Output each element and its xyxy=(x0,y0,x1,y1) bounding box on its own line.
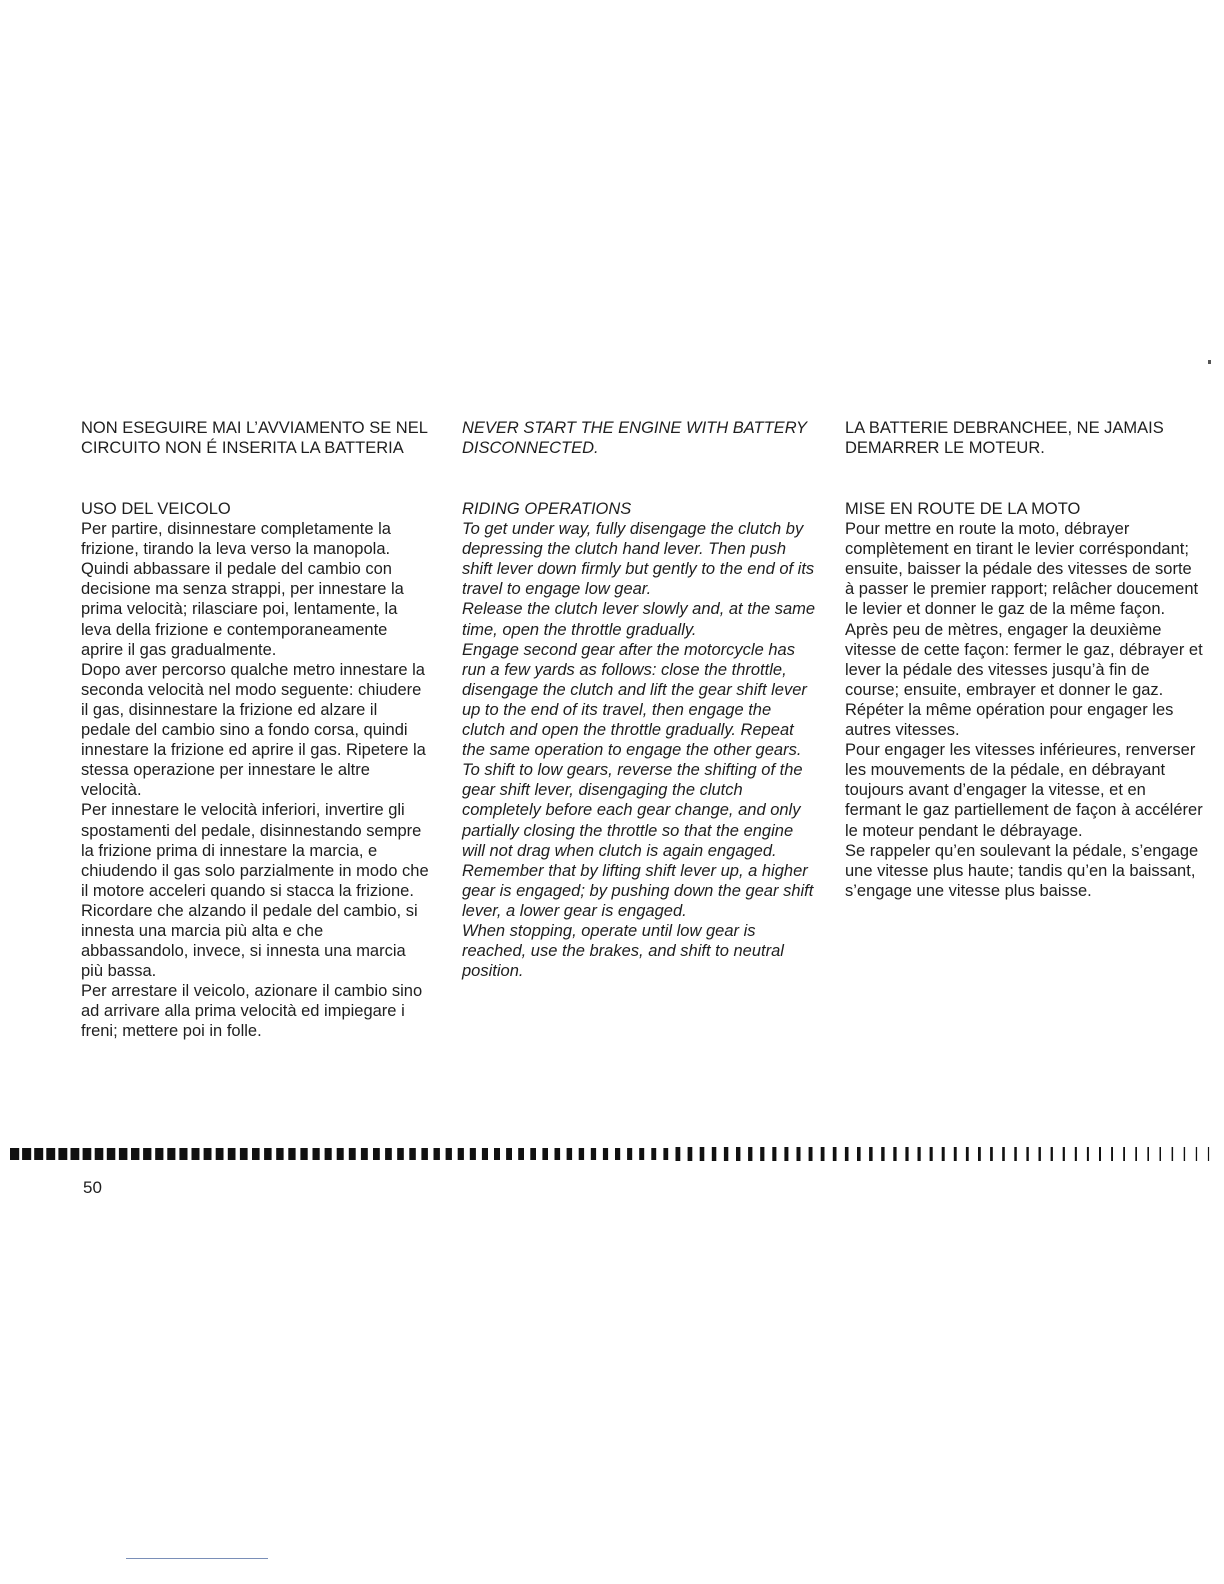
tick-mark xyxy=(651,1148,656,1160)
italian-column xyxy=(81,418,431,1042)
tick-mark xyxy=(627,1148,632,1160)
tick-mark xyxy=(434,1148,440,1160)
tick-mark xyxy=(34,1148,43,1160)
italian-paragraph: Ricordare che alzando il pedale del cambio, si innesta una marcia più alta e che abbassandolo, invece, si innesta una marcia più bassa. xyxy=(81,901,418,981)
tick-mark xyxy=(494,1148,500,1160)
tick-mark xyxy=(216,1148,224,1160)
tick-mark xyxy=(1063,1147,1065,1161)
tick-mark xyxy=(252,1148,260,1160)
tick-mark xyxy=(615,1148,620,1160)
tick-mark xyxy=(918,1147,921,1161)
tick-mark xyxy=(179,1148,187,1160)
tick-mark xyxy=(325,1148,332,1160)
tick-mark xyxy=(1075,1147,1077,1161)
tick-mark xyxy=(966,1147,969,1161)
tick-mark xyxy=(893,1147,896,1161)
tick-mark xyxy=(276,1148,283,1160)
tick-mark xyxy=(978,1147,981,1161)
tick-mark xyxy=(1026,1147,1028,1161)
tick-mark xyxy=(748,1147,752,1161)
tick-mark xyxy=(930,1147,933,1161)
tick-mark xyxy=(990,1147,993,1161)
tick-mark xyxy=(784,1147,788,1161)
english-paragraph: To shift to low gears, reverse the shifting of the gear shift lever, disengaging the clutch completely before each gear change, and only partially closing the throttle so that the engine will not drag when clutch is again engaged. xyxy=(462,761,803,860)
tick-mark xyxy=(724,1147,728,1161)
footer-rule xyxy=(126,1558,268,1559)
scan-mark xyxy=(1208,360,1211,364)
page-number: 50 xyxy=(83,1178,102,1197)
tick-mark xyxy=(579,1148,584,1160)
french-paragraph: Se rappeler qu’en soulevant la pédale, s’engage une vitesse plus haute; tandis qu’en la baissant, s’engage une vitesse plus baisse. xyxy=(845,841,1199,900)
tick-mark xyxy=(337,1148,344,1160)
french-paragraph: Après peu de mètres, engager la deuxième vitesse de cette façon: fermer le gaz, débrayer et lever la pédale des vitesses jusqu’à fin de course; ensuite, embrayer et donner le gaz. xyxy=(845,620,1203,699)
tick-mark xyxy=(591,1148,596,1160)
tick-mark xyxy=(22,1148,31,1160)
tick-mark xyxy=(458,1148,464,1160)
tick-mark xyxy=(1147,1147,1149,1161)
tick-mark xyxy=(373,1148,380,1160)
italian-section-title: USO DEL VEICOLO xyxy=(81,500,231,518)
tick-mark xyxy=(567,1148,573,1160)
tick-mark xyxy=(869,1147,873,1161)
tick-mark xyxy=(300,1148,307,1160)
tick-mark xyxy=(1087,1147,1089,1161)
tick-mark xyxy=(506,1148,512,1160)
tick-mark xyxy=(167,1148,175,1160)
english-warning: NEVER START THE ENGINE WITH BATTERY DISCONNECTED. xyxy=(462,419,807,458)
page-edge-tick-bar xyxy=(8,1144,1212,1164)
tick-mark xyxy=(603,1148,608,1160)
tick-mark xyxy=(349,1148,356,1160)
tick-mark xyxy=(409,1148,416,1160)
tick-mark xyxy=(288,1148,295,1160)
tick-mark xyxy=(71,1148,80,1160)
tick-mark xyxy=(700,1147,705,1161)
tick-mark xyxy=(192,1148,200,1160)
tick-mark xyxy=(143,1148,151,1160)
french-warning: LA BATTERIE DEBRANCHEE, NE JAMAIS DEMARRER LE MOTEUR. xyxy=(845,419,1164,458)
tick-mark xyxy=(1184,1147,1185,1161)
tick-mark xyxy=(821,1147,825,1161)
tick-mark xyxy=(421,1148,428,1160)
tick-mark xyxy=(385,1148,392,1160)
french-paragraph: Répéter la même opération pour engager les autres vitesses. xyxy=(845,700,1174,740)
tick-mark xyxy=(663,1148,668,1160)
italian-warning: NON ESEGUIRE MAI L’AVVIAMENTO SE NEL CIRCUITO NON É INSERITA LA BATTERIA xyxy=(81,419,428,458)
tick-mark xyxy=(397,1148,404,1160)
tick-mark xyxy=(107,1148,116,1160)
tick-mark xyxy=(1160,1147,1162,1161)
tick-mark xyxy=(204,1148,212,1160)
tick-mark xyxy=(119,1148,128,1160)
tick-mark xyxy=(542,1148,548,1160)
tick-mark xyxy=(555,1148,561,1160)
english-paragraph: Engage second gear after the motorcycle has run a few yards as follows: close the throttle, disengage the clutch and lift the gear shift lever up to the end of its travel, then engage the clutch and open the throttle gradually. Repeat the same operation to engage the other gears. xyxy=(462,640,807,760)
tick-mark xyxy=(1196,1147,1197,1161)
english-section-title: RIDING OPERATIONS xyxy=(462,500,632,518)
tick-mark xyxy=(712,1147,717,1161)
english-paragraph: Release the clutch lever slowly and, at the same time, open the throttle gradually. xyxy=(462,600,816,639)
tick-mark xyxy=(482,1148,488,1160)
tick-mark xyxy=(1039,1147,1041,1161)
tick-mark xyxy=(676,1147,681,1161)
tick-mark xyxy=(95,1148,104,1160)
tick-mark xyxy=(1111,1147,1113,1161)
tick-mark xyxy=(530,1148,536,1160)
tick-mark xyxy=(1135,1147,1137,1161)
italian-paragraph: Dopo aver percorso qualche metro innestare la seconda velocità nel modo seguente: chiudere il gas, disinnestare la frizione ed alzare il pedale del cambio sino a fondo corsa, quindi innestare la frizione ed aprire il gas. Ripetere la stessa operazione per innestare le altre velocità. xyxy=(81,660,426,800)
italian-paragraph: Per arrestare il veicolo, azionare il cambio sino ad arrivare alla prima velocità ed impiegare i freni; mettere poi in folle. xyxy=(81,982,423,1041)
tick-mark xyxy=(857,1147,861,1161)
tick-mark xyxy=(954,1147,957,1161)
tick-mark xyxy=(228,1148,236,1160)
tick-mark xyxy=(155,1148,163,1160)
french-paragraph: Pour engager les vitesses inférieures, renverser les mouvements de la pédale, en débrayant toujours avant d’engager la vitesse, et en fermant le gaz partiellement de façon à accélérer le moteur pendant le débrayage. xyxy=(845,741,1203,840)
tick-mark xyxy=(361,1148,368,1160)
english-paragraph: When stopping, operate until low gear is reached, use the brakes, and shift to neutral position. xyxy=(462,921,784,981)
tick-mark xyxy=(688,1147,693,1161)
tick-mark xyxy=(83,1148,92,1160)
tick-mark xyxy=(809,1147,813,1161)
tick-mark xyxy=(905,1147,908,1161)
tick-mark xyxy=(58,1148,67,1160)
tick-mark xyxy=(240,1148,248,1160)
tick-mark xyxy=(446,1148,452,1160)
tick-mark xyxy=(1014,1147,1017,1161)
tick-mark xyxy=(131,1148,139,1160)
english-paragraph: Remember that by lifting shift lever up, a higher gear is engaged; by pushing down the gear shift lever, a lower gear is engaged. xyxy=(462,861,814,920)
tick-mark xyxy=(772,1147,776,1161)
french-column xyxy=(845,418,1205,901)
tick-mark xyxy=(46,1148,55,1160)
italian-paragraph: Per partire, disinnestare completamente la frizione, tirando la leva verso la manopola. Quindi abbassare il pedale del cambio con decisione ma senza strappi, per innestare la prima velocità; rilasciare poi, lentamente, la leva della frizione e contemporaneamente aprire il gas gradualmente. xyxy=(81,520,404,659)
tick-mark xyxy=(833,1147,837,1161)
tick-mark xyxy=(760,1147,764,1161)
tick-mark xyxy=(639,1148,644,1160)
tick-mark xyxy=(942,1147,945,1161)
tick-mark xyxy=(1051,1147,1053,1161)
tick-mark xyxy=(10,1148,19,1160)
french-section-title: MISE EN ROUTE DE LA MOTO xyxy=(845,500,1081,518)
tick-mark xyxy=(1123,1147,1125,1161)
tick-mark xyxy=(264,1148,272,1160)
tick-mark xyxy=(881,1147,884,1161)
tick-mark xyxy=(845,1147,849,1161)
tick-mark xyxy=(1002,1147,1005,1161)
english-column xyxy=(462,418,818,981)
french-paragraph: Pour mettre en route la moto, débrayer complètement en tirant le levier corréspondant; ensuite, baisser la pédale des vitesses de sorte à passer le premier rapport; relâcher doucement le levier et donner le gaz de la même façon. xyxy=(845,520,1199,619)
tick-mark xyxy=(470,1148,476,1160)
tick-mark xyxy=(313,1148,320,1160)
tick-mark xyxy=(1099,1147,1101,1161)
english-paragraph: To get under way, fully disengage the clutch by depressing the clutch hand lever. Then push shift lever down firmly but gently to the end of its travel to engage low gear. xyxy=(462,520,815,599)
italian-paragraph: Per innestare le velocità inferiori, invertire gli spostamenti del pedale, disinnestando sempre la frizione prima di innestare la marcia, e chiudendo il gas solo parzialmente in modo che il motore acceleri quando si stacca la frizione. xyxy=(81,801,429,900)
tick-mark xyxy=(736,1147,740,1161)
tick-mark xyxy=(518,1148,524,1160)
tick-mark xyxy=(797,1147,801,1161)
tick-mark xyxy=(1172,1147,1174,1161)
tick-mark xyxy=(1208,1147,1209,1161)
